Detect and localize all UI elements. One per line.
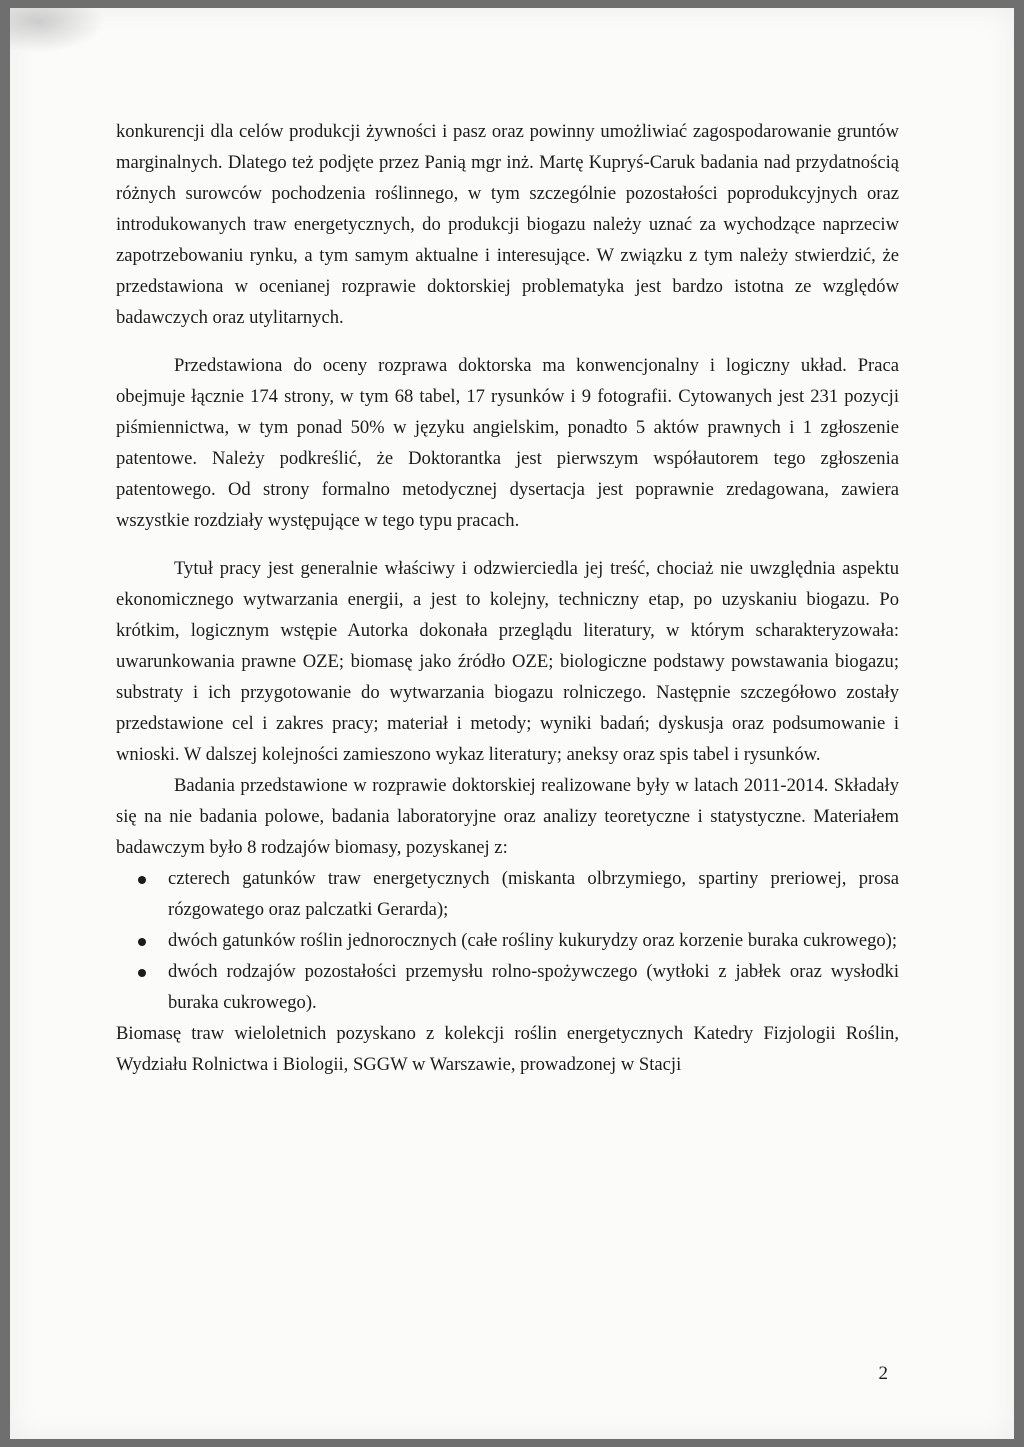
paragraph-intro-continued: konkurencji dla celów produkcji żywności i pasz oraz powinny umożliwiać zagospodarowanie gruntów marginalnych. Dlatego też podjęte przez Panią mgr inż. Martę Kupryś-Caruk badania nad przydatnością różnych surowców pochodzenia roślinnego, w tym szczególnie pozostałości poprodukcyjnych oraz introdukowanych traw energetycznych, do produkcji biogazu należy uznać za wychodzące naprzeciw zapotrzebowaniu rynku, a tym samym aktualne i interesujące. W związku z tym należy stwierdzić, że przedstawiona w ocenianej rozprawie doktorskiej problematyka jest bardzo istotna ze względów badawczych oraz utylitarnych.	[116, 121, 899, 328]
document-body	[116, 116, 899, 1080]
scan-artifact	[10, 8, 105, 53]
bullet-icon	[138, 938, 146, 946]
paragraph-structure: Przedstawiona do oceny rozprawa doktorska ma konwencjonalny i logiczny układ. Praca obejmuje łącznie 174 strony, w tym 68 tabel, 17 rysunków i 9 fotografii. Cytowanych jest 231 pozycji piśmiennictwa, w tym ponad 50% w języku angielskim, ponadto 5 aktów prawnych i 1 zgłoszenie patentowe. Należy podkreślić, że Doktorantka jest pierwszym współautorem tego zgłoszenia patentowego. Od strony formalno metodycznej dysertacja jest poprawnie zredagowana, zawiera wszystkie rozdziały występujące w tego typu pracach.	[116, 355, 899, 531]
biomass-list	[116, 863, 899, 1018]
list-item	[116, 863, 899, 925]
list-item	[116, 956, 899, 1018]
paragraph-biomass-source: Biomasę traw wieloletnich pozyskano z kolekcji roślin energetycznych Katedry Fizjologii Roślin, Wydziału Rolnictwa i Biologii, SGGW w Warszawie, prowadzonej w Stacji	[116, 1023, 899, 1075]
document-page	[10, 8, 1014, 1439]
list-item	[116, 925, 899, 956]
paragraph-research-scope: Badania przedstawione w rozprawie doktorskiej realizowane były w latach 2011-2014. Składały się na nie badania polowe, badania laboratoryjne oraz analizy teoretyczne i statystyczne. Materiałem badawczym było 8 rodzajów biomasy, pozyskanej z:	[116, 775, 899, 858]
list-item-text: dwóch gatunków roślin jednorocznych (całe rośliny kukurydzy oraz korzenie buraka cukrowego);	[168, 930, 898, 951]
list-item-text: dwóch rodzajów pozostałości przemysłu rolno-spożywczego (wytłoki z jabłek oraz wysłodki buraka cukrowego).	[168, 961, 899, 1013]
list-item-text: czterech gatunków traw energetycznych (miskanta olbrzymiego, spartiny preriowej, prosa rózgowatego oraz palczatki Gerarda);	[168, 868, 899, 920]
paragraph-title-assessment: Tytuł pracy jest generalnie właściwy i odzwierciedla jej treść, chociaż nie uwzględnia aspektu ekonomicznego wytwarzania energii, a jest to kolejny, techniczny etap, po uzyskaniu biogazu. Po krótkim, logicznym wstępie Autorka dokonała przeglądu literatury, w którym scharakteryzowała: uwarunkowania prawne OZE; biomasę jako źródło OZE; biologiczne podstawy powstawania biogazu; substraty i ich przygotowanie do wytwarzania biogazu rolniczego. Następnie szczegółowo zostały przedstawione cel i zakres pracy; materiał i metody; wyniki badań; dyskusja oraz podsumowanie i wnioski. W dalszej kolejności zamieszono wykaz literatury; aneksy oraz spis tabel i rysunków.	[116, 558, 899, 765]
bullet-icon	[138, 969, 146, 977]
page-number: 2	[878, 1363, 888, 1384]
bullet-icon	[138, 876, 146, 884]
